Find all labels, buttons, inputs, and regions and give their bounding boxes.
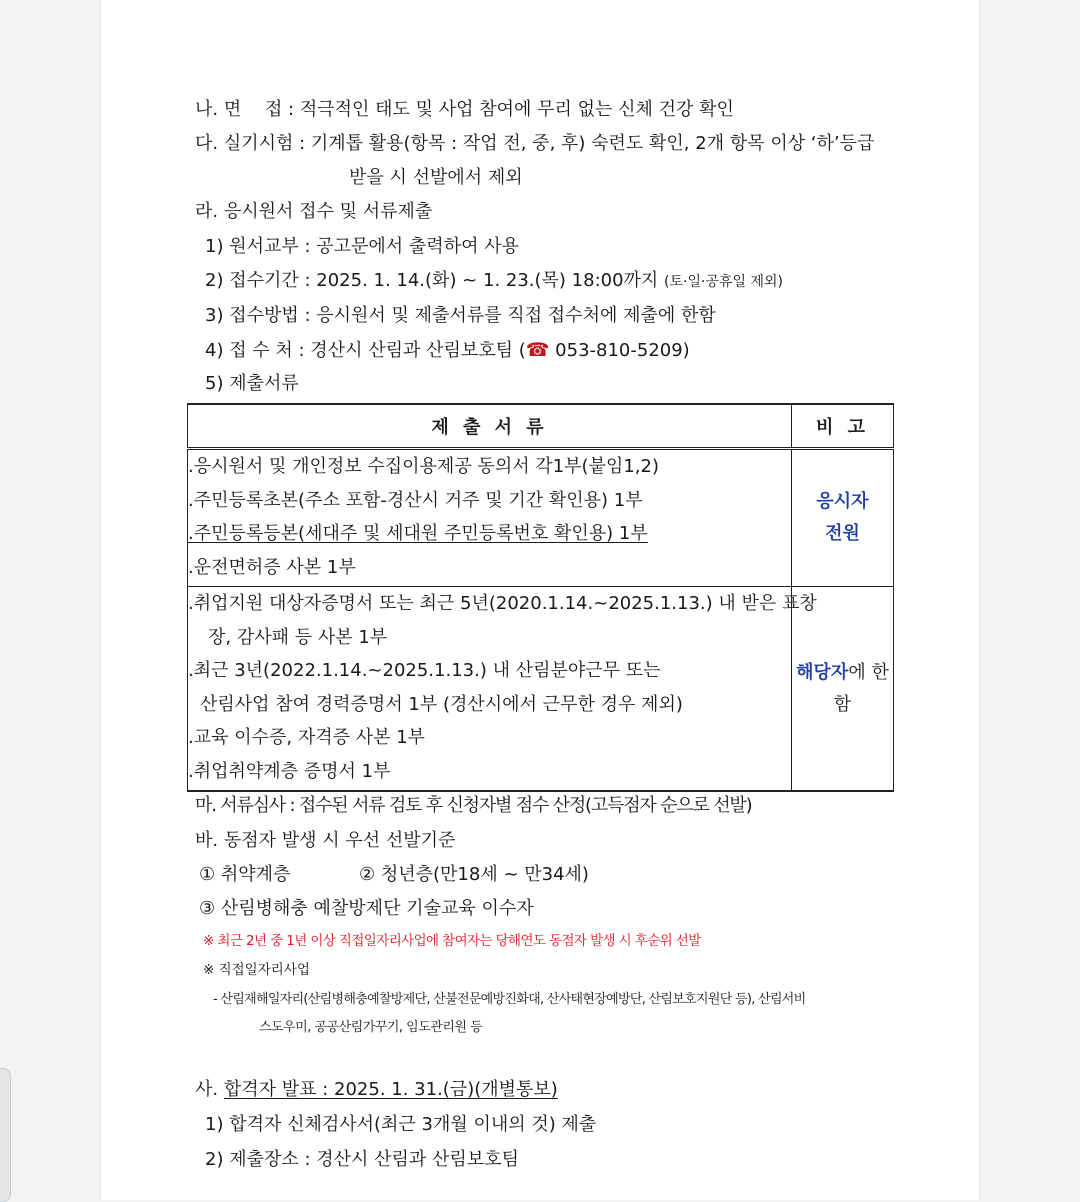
ra-item-4-suffix: 053-810-5209) (549, 340, 690, 361)
table-row (188, 587, 894, 792)
table-header-row (188, 404, 894, 449)
section-sa (195, 1077, 558, 1103)
note-direct-detail-2: 스도우미, 공공산림가꾸기, 임도관리원 등 (259, 1020, 483, 1035)
group2-note-highlight: 해당자 (796, 661, 849, 683)
list-item: .주민등록등본(세대주 및 세대원 주민등록번호 확인용) 1부 (188, 523, 648, 544)
ra-item-1: 1) 원서교부 : 공고문에서 출력하여 사용 (205, 236, 519, 257)
ra-item-2-text: 2) 접수기간 : 2025. 1. 14.(화) ~ 1. 23.(목) 18:00까지 (205, 270, 659, 291)
phone-icon: ☎ (525, 339, 550, 361)
section-sa-announcement: 합격자 발표 : 2025. 1. 31.(금)(개별통보) (223, 1079, 558, 1100)
list-item: .취업취약계층 증명서 1부 (188, 760, 391, 782)
ba-item-3: ③ 산림병해충 예찰방제단 기술교육 이수자 (199, 898, 534, 919)
group1-note-line2: 전원 (825, 523, 860, 544)
group2-note-line1 (792, 657, 893, 689)
section-ma: 마. 서류심사 : 접수된 서류 검토 후 신청자별 점수 산정(고득점자 순으로 선발) (195, 795, 752, 816)
list-item: .교육 이수증, 자격증 사본 1부 (188, 727, 426, 748)
list-item: 산림사업 참여 경력증명서 1부 (경산시에서 근무한 경우 제외) (200, 693, 683, 715)
side-scroll-handle[interactable] (0, 1068, 11, 1202)
table-row (188, 449, 894, 587)
ra-item-5: 5) 제출서류 (205, 373, 299, 394)
group2-note (792, 587, 894, 792)
ba-item-2: ② 청년층(만18세 ~ 만34세) (359, 864, 589, 885)
group1-note-line1: 응시자 (816, 491, 869, 512)
header-note: 비 고 (792, 404, 894, 449)
ra-item-4-prefix: 4) 접 수 처 : 경산시 산림과 산림보호팀 ( (205, 340, 526, 361)
section-sa-prefix: 사. (195, 1079, 224, 1100)
list-item: .취업지원 대상자증명서 또는 최근 5년(2020.1.14.~2025.1.13.) 내 받은 표창 (188, 593, 817, 614)
ra-item-2 (205, 268, 783, 295)
sa-item-1: 1) 합격자 신체검사서(최근 3개월 이내의 것) 제출 (205, 1114, 597, 1135)
group2-items (188, 587, 817, 792)
ra-item-4 (205, 337, 690, 364)
section-ba: 바. 동점자 발생 시 우선 선발기준 (195, 830, 456, 851)
document-page (100, 0, 980, 1200)
group2-note-line2: 함 (833, 693, 852, 715)
list-item: .주민등록초본(주소 포함-경산시 거주 및 기간 확인용) 1부 (188, 489, 643, 511)
list-item: .최근 3년(2022.1.14.~2025.1.13.) 내 산림분야근무 또는 (188, 660, 661, 681)
note-direct: ※ 직접일자리사업 (203, 962, 310, 978)
section-da-cont: 받을 시 선발에서 제외 (349, 167, 523, 188)
header-docs: 제 출 서 류 (188, 404, 792, 449)
ra-item-2-note: (토·일·공휴일 제외) (664, 274, 783, 290)
list-item: .응시원서 및 개인정보 수집이용제공 동의서 각1부(붙임1,2) (188, 456, 659, 477)
list-item: .운전면허증 사본 1부 (188, 556, 356, 578)
ra-item-3: 3) 접수방법 : 응시원서 및 제출서류를 직접 접수처에 제출에 한함 (205, 305, 716, 326)
group1-items (188, 449, 792, 587)
section-na: 나. 면 접 : 적극적인 태도 및 사업 참여에 무리 없는 신체 건강 확인 (195, 99, 734, 120)
sa-item-2: 2) 제출장소 : 경산시 산림과 산림보호팀 (205, 1149, 519, 1170)
documents-table (187, 403, 894, 792)
list-item: 장, 감사패 등 사본 1부 (208, 626, 388, 648)
group1-note (792, 449, 894, 587)
group2-note-rest: 에 한 (848, 661, 889, 683)
note-red: ※ 최근 2년 중 1년 이상 직접일자리사업에 참여자는 당해연도 동점자 발생 시 후순위 선발 (203, 933, 701, 949)
section-ra: 라. 응시원서 접수 및 서류제출 (195, 201, 433, 222)
ba-item-1: ① 취약계층 (199, 864, 291, 885)
note-direct-detail: - 산림재해일자리(산림병해충예찰방제단, 산불전문예방진화대, 산사태현장예방단, 산림보호지원단 등), 산림서비 (213, 992, 806, 1007)
section-da: 다. 실기시험 : 기계톱 활용(항목 : 작업 전, 중, 후) 숙련도 확인, 2개 항목 이상 ‘하’등급 (195, 133, 875, 154)
